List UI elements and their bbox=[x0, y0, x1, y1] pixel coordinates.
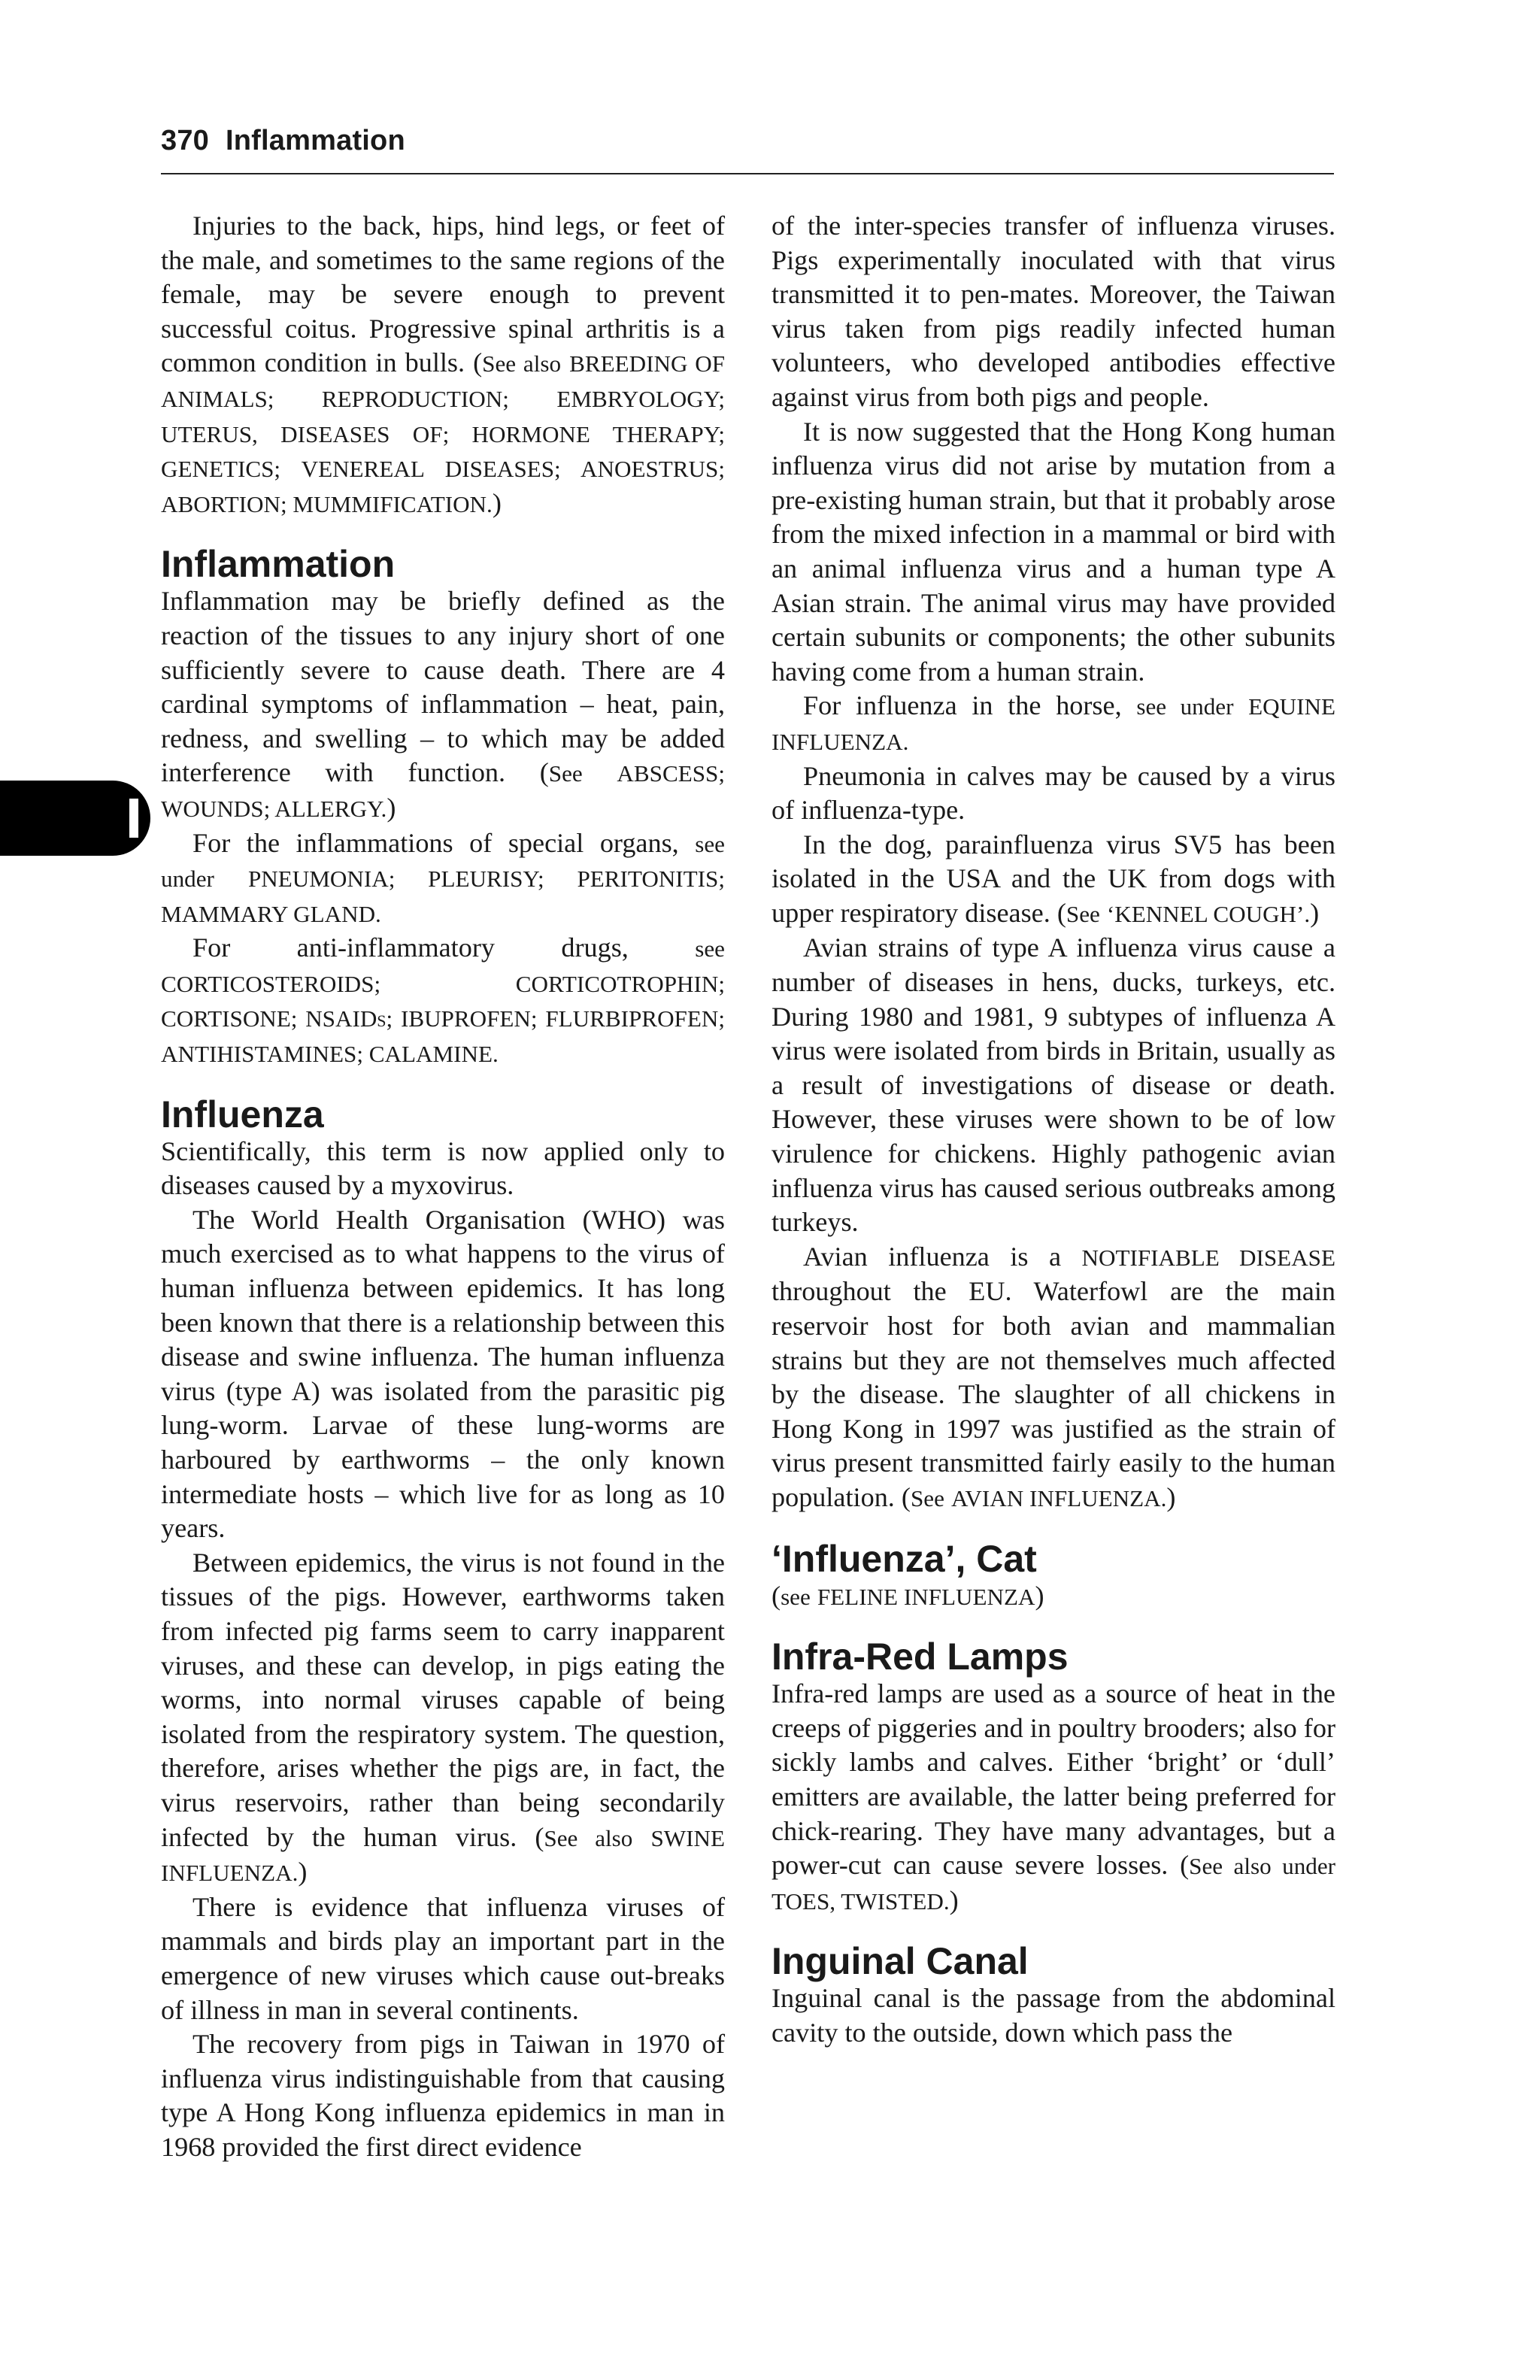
body-text: For the inflammations of special organs, bbox=[192, 827, 696, 858]
paragraph: Pneumonia in calves may be caused by a virus of influenza-type. bbox=[772, 760, 1335, 826]
cross-references: PNEUMONIA; PLEURISY; PERITONITIS; MAMMARY GLAND. bbox=[161, 866, 725, 927]
page-number: 370 bbox=[161, 125, 210, 156]
body-text: Infra-red lamps are used as a source of heat in the creeps of piggeries and in poultry brooders; also for sickly lambs and calves. Either ‘bright’ or ‘dull’ emitters are available, the latter being preferred for chick-rearing. They have many advantages, but a power-cut can cause severe losses. ( bbox=[772, 1678, 1335, 1881]
cross-references: SWINE INFLUENZA. bbox=[161, 1824, 725, 1887]
body-text: For anti-inflammatory drugs, bbox=[192, 932, 696, 963]
paragraph: Scientifically, this term is now applied only to diseases caused by a myxovirus. bbox=[161, 1135, 725, 1201]
thumb-index-tab bbox=[0, 781, 150, 856]
body-text: Avian influenza is a bbox=[803, 1241, 1082, 1272]
open-paren: ( bbox=[772, 1580, 781, 1611]
see-also-label: See also bbox=[482, 350, 562, 377]
body-text: Inflammation may be briefly defined as the reaction of the tissues to any injury short of one sufficiently severe to cause death. There are 4 cardinal symptoms of inflammation – heat, pain, redness, and swelling – to which may be added interference with function. ( bbox=[161, 586, 725, 788]
paragraph bbox=[161, 584, 725, 826]
close-paren: ) bbox=[1310, 897, 1320, 928]
entry-heading-inguinal-canal: Inguinal Canal bbox=[772, 1940, 1029, 1983]
paragraph bbox=[772, 689, 1335, 759]
cross-references: ‘KENNEL COUGH’. bbox=[1106, 900, 1311, 927]
paragraph: The World Health Organisation (WHO) was much exercised as to what happens to the virus of human influenza between epidemics. It has long been known that there is a relationship between this disease and swine influenza. The human influenza virus (type A) was isolated from the parasitic pig lung-worm. Larvae of these lung-worms are harboured by earthworms – the only known intermediate hosts – which live for as long as 10 years. bbox=[161, 1204, 725, 1544]
close-paren: ) bbox=[1166, 1481, 1176, 1512]
cross-references: BREEDING OF ANIMALS; REPRODUCTION; EMBRYOLOGY; UTERUS, DISEASES OF; HORMONE THERAPY; GENETICS; VENEREAL DISEASES; ANOESTRUS; ABORTION; MUMMIFICATION. bbox=[161, 350, 726, 517]
body-text: Between epidemics, the virus is not found in the tissues of the pigs. However, earthworms taken from infected pig farms seem to carry inapparent viruses, and these can develop, in pigs eating the worms, into normal viruses capable of being isolated from the respiratory system. The question, therefore, arises whether the pigs are, in fact, the virus reservoirs, rather than being secondarily infected by the human virus. ( bbox=[161, 1547, 725, 1852]
body-text: For influenza in the horse, bbox=[803, 690, 1137, 721]
paragraph bbox=[772, 828, 1335, 932]
see-label: See bbox=[1066, 900, 1100, 927]
header-rule bbox=[161, 173, 1334, 174]
running-title: Inflammation bbox=[226, 125, 405, 156]
close-paren: ) bbox=[387, 792, 396, 823]
entry-heading-influenza: Influenza bbox=[161, 1093, 324, 1135]
left-column bbox=[161, 209, 725, 2164]
close-paren: ) bbox=[298, 1857, 308, 1887]
cross-references: TOES, TWISTED. bbox=[772, 1887, 950, 1915]
entry-heading-influenza-cat: ‘Influenza’, Cat bbox=[772, 1537, 1037, 1580]
see-under-label: see under bbox=[161, 830, 725, 893]
cross-references: AVIAN INFLUENZA. bbox=[950, 1484, 1167, 1511]
paragraph bbox=[772, 1579, 1335, 1614]
cross-references: ABSCESS; WOUNDS; ALLERGY. bbox=[161, 760, 725, 822]
see-under-label: see under bbox=[1136, 693, 1234, 720]
see-also-under-label: See also under bbox=[1189, 1853, 1336, 1880]
close-paren: ) bbox=[492, 487, 502, 518]
cross-reference-inline: NOTIFIABLE DISEASE bbox=[1081, 1244, 1335, 1271]
paragraph bbox=[161, 931, 725, 1071]
see-label: see bbox=[781, 1583, 811, 1610]
running-header bbox=[161, 125, 405, 157]
paragraph: Inguinal canal is the passage from the abdominal cavity to the outside, down which pass the bbox=[772, 1983, 1335, 2048]
paragraph bbox=[161, 826, 725, 932]
body-text: In the dog, parainfluenza virus SV5 has been isolated in the USA and the UK from dogs with upper respiratory disease. ( bbox=[772, 829, 1335, 928]
paragraph bbox=[161, 209, 725, 521]
right-column bbox=[772, 209, 1335, 2051]
paragraph bbox=[772, 1240, 1335, 1516]
cross-references: FELINE INFLUENZA bbox=[817, 1583, 1035, 1610]
close-paren: ) bbox=[1035, 1580, 1044, 1611]
cross-references: CORTICOSTEROIDS; CORTICOTROPHIN; CORTISONE; NSAIDs; IBUPROFEN; FLURBIPROFEN; ANTIHISTAMINES; CALAMINE. bbox=[161, 970, 725, 1068]
see-label: see bbox=[695, 935, 725, 963]
see-label: See bbox=[548, 760, 583, 787]
body-text: throughout the EU. Waterfowl are the main reservoir host for both avian and mammalian strains but they are not themselves much affected by the disease. The slaughter of all chickens in Hong Kong in 1997 was justified as the strain of virus present transmitted fairly easily to the human population. ( bbox=[772, 1276, 1335, 1512]
thumb-index-letter-i bbox=[129, 799, 138, 838]
paragraph: It is now suggested that the Hong Kong human influenza virus did not arise by mutation from a pre-existing human strain, but that it probably arose from the mixed infection in a mammal or bird with an animal influenza virus and a human type A Asian strain. The animal virus may have provided certain subunits or components; the other subunits having come from a human strain. bbox=[772, 416, 1335, 687]
cross-references: EQUINE INFLUENZA. bbox=[772, 693, 1335, 755]
paragraph bbox=[772, 1677, 1335, 1918]
body-text: Injuries to the back, hips, hind legs, or feet of the male, and sometimes to the same regions of the female, may be severe enough to prevent successful coitus. Progressive spinal arthritis is a common condition in bulls. ( bbox=[161, 211, 725, 378]
close-paren: ) bbox=[949, 1884, 959, 1915]
see-label: See bbox=[910, 1484, 944, 1511]
see-also-label: See also bbox=[544, 1824, 633, 1851]
paragraph: of the inter-species transfer of influenza viruses. Pigs experimentally inoculated with that virus transmitted it to pen-mates. Moreover, the Taiwan virus taken from pigs readily infected human volunteers, who developed antibodies effective against virus from both pigs and people. bbox=[772, 211, 1335, 412]
paragraph: Avian strains of type A influenza virus cause a number of diseases in hens, ducks, turkeys, etc. During 1980 and 1981, 9 subtypes of influenza A virus were isolated from birds in Britain, usually as a result of investigations of disease or death. However, these viruses were shown to be of low virulence for chickens. Highly pathogenic avian influenza virus has caused serious outbreaks among turkeys. bbox=[772, 932, 1335, 1238]
paragraph: The recovery from pigs in Taiwan in 1970 of influenza virus indistinguishable from that causing type A Hong Kong influenza epidemics in man in 1968 provided the first direct evidence bbox=[161, 2029, 725, 2162]
paragraph bbox=[161, 1546, 725, 1890]
paragraph: There is evidence that influenza viruses of mammals and birds play an important part in the emergence of new viruses which cause out-breaks of illness in man in several continents. bbox=[161, 1891, 725, 2025]
entry-heading-inflammation: Inflammation bbox=[161, 543, 396, 586]
entry-heading-infra-red-lamps: Infra-Red Lamps bbox=[772, 1636, 1069, 1678]
